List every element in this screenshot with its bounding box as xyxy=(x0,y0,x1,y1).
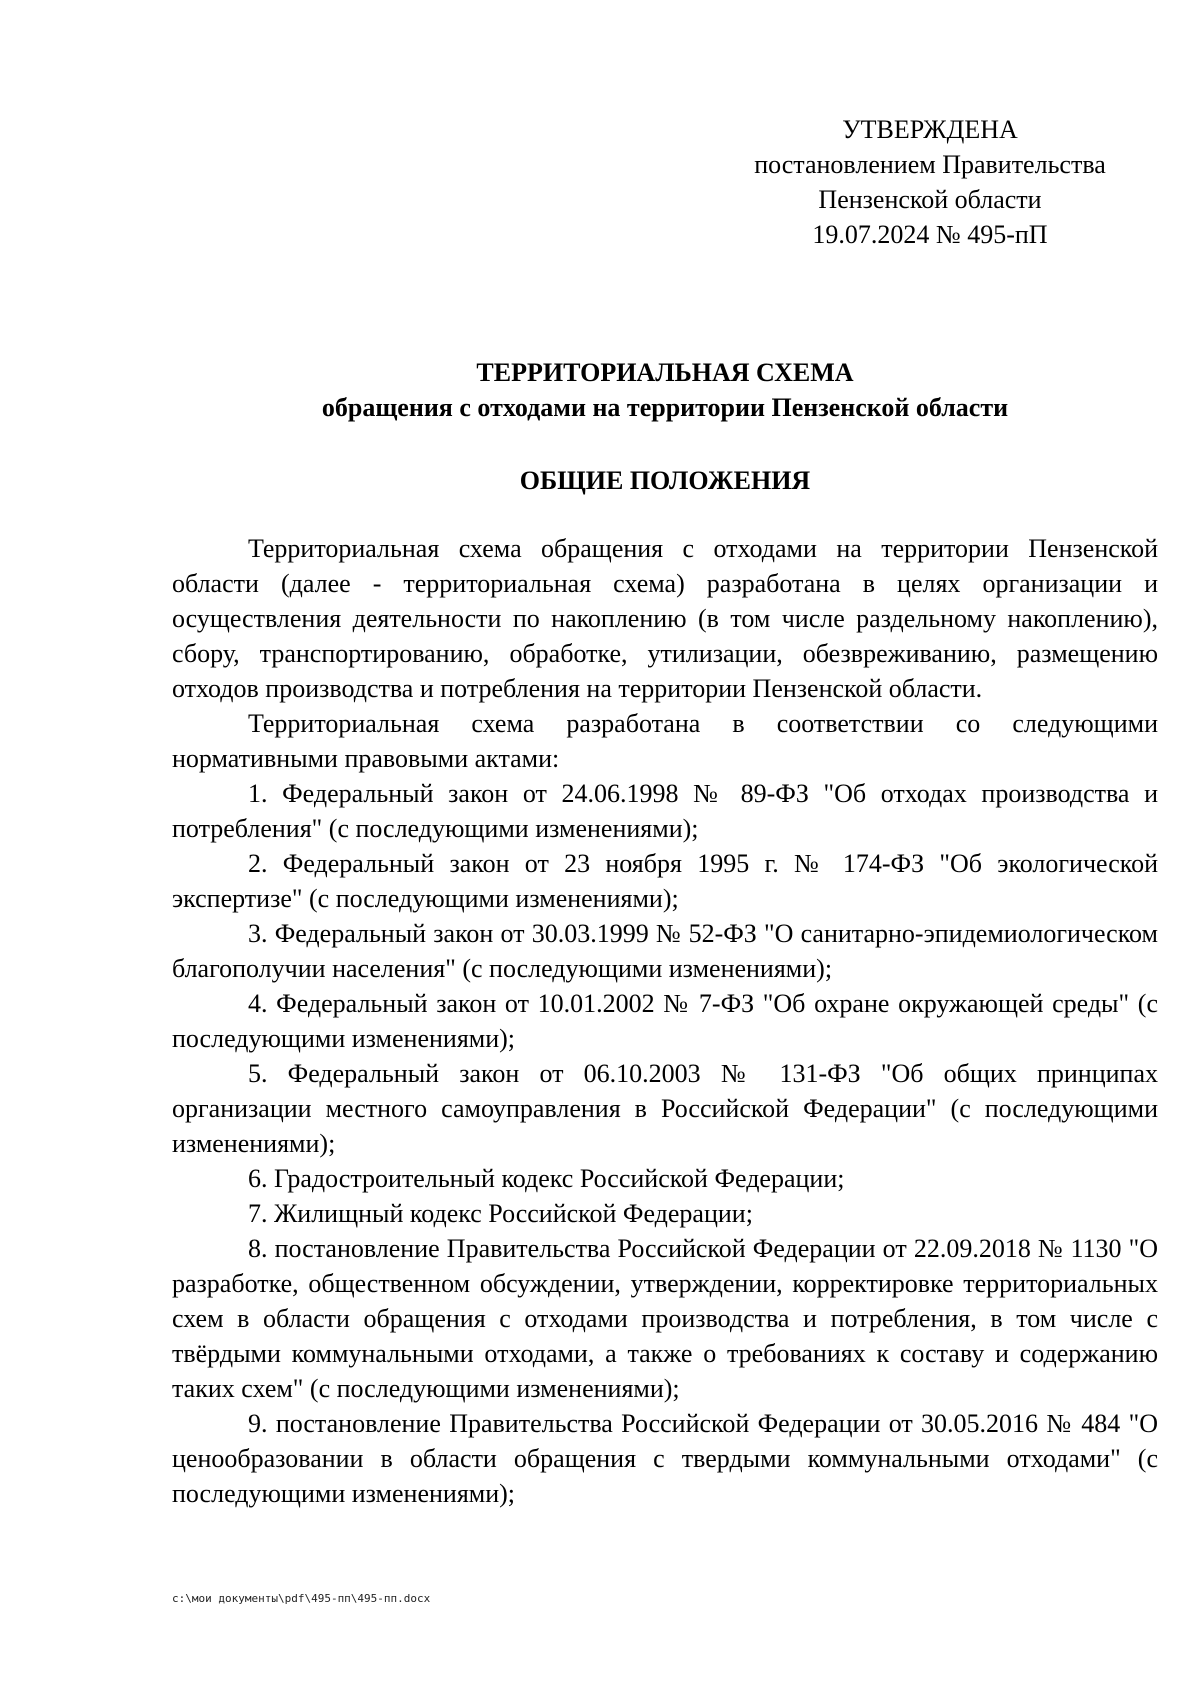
list-item xyxy=(172,916,1158,986)
list-item xyxy=(172,1196,1158,1231)
list-item-number: 2. xyxy=(248,849,268,878)
list-item-number: 7. xyxy=(248,1199,268,1228)
list-item-text: Федеральный закон от 10.01.2002 № 7-ФЗ "Об охране окружающей среды" (с последующими изменениями); xyxy=(172,989,1158,1053)
section-heading: ОБЩИЕ ПОЛОЖЕНИЯ xyxy=(519,466,811,495)
list-item xyxy=(172,846,1158,916)
list-item-text: Федеральный закон от 23 ноября 1995 г. № 174-ФЗ "Об экологической экспертизе" (с последующими изменениями); xyxy=(172,849,1158,913)
list-item xyxy=(172,776,1158,846)
footer-file-path: c:\мои документы\pdf\495-пп\495-пп.docx xyxy=(172,1592,431,1605)
document-body xyxy=(172,531,1158,1511)
list-item-text: постановление Правительства Российской Федерации от 22.09.2018 № 1130 "О разработке, общественном обсуждении, утверждении, корректировке территориальных схем в области обращения с отходами производства и потребления, в том числе с твёрдыми коммунальными отходами, а также о требованиях к составу и содержанию таких схем" (с последующими изменениями); xyxy=(172,1234,1159,1403)
intro-paragraph: Территориальная схема обращения с отходами на территории Пензенской области (далее - территориальная схема) разработана в целях организации и осуществления деятельности по накоплению (в том числе раздельному накоплению), сбору, транспортированию, обработке, утилизации, обезвреживанию, размещению отходов производства и потребления на территории Пензенской области. xyxy=(172,534,1158,703)
document-title-subtitle: обращения с отходами на территории Пензенской области xyxy=(321,393,1009,422)
approval-date-number: 19.07.2024 № 495-пП xyxy=(812,220,1048,249)
list-item-text: Федеральный закон от 30.03.1999 № 52-ФЗ "О санитарно-эпидемиологическом благополучии населения" (с последующими изменениями); xyxy=(172,919,1158,983)
list-item-number: 5. xyxy=(248,1059,268,1088)
list-item xyxy=(172,1161,1158,1196)
list-item-text: Федеральный закон от 06.10.2003 № 131-ФЗ "Об общих принципах организации местного самоуправления в Российской Федерации" (с последующими изменениями); xyxy=(172,1059,1159,1158)
list-item-text: Федеральный закон от 24.06.1998 № 89-ФЗ "Об отходах производства и потребления" (с последующими изменениями); xyxy=(172,779,1158,843)
legal-basis-paragraph: Территориальная схема разработана в соответствии со следующими нормативными правовыми актами: xyxy=(172,709,1158,773)
approval-region: Пензенской области xyxy=(818,185,1042,214)
document-title xyxy=(170,355,1160,425)
list-item-number: 3. xyxy=(248,919,268,948)
approval-block xyxy=(740,112,1120,252)
list-item xyxy=(172,986,1158,1056)
approval-status: УТВЕРЖДЕНА xyxy=(842,115,1018,144)
list-item xyxy=(172,1231,1158,1406)
list-item-number: 8. xyxy=(248,1234,268,1263)
list-item xyxy=(172,1056,1158,1161)
list-item-text: постановление Правительства Российской Федерации от 30.05.2016 № 484 "О ценообразовании в области обращения с твердыми коммунальными отходами" (с последующими изменениями); xyxy=(172,1409,1159,1508)
list-item-number: 9. xyxy=(248,1409,268,1438)
approval-authority: постановлением Правительства xyxy=(754,150,1106,179)
list-item-number: 6. xyxy=(248,1164,268,1193)
list-item-text: Жилищный кодекс Российской Федерации; xyxy=(274,1199,753,1228)
list-item-text: Градостроительный кодекс Российской Федерации; xyxy=(274,1164,845,1193)
list-item xyxy=(172,1406,1158,1511)
list-item-number: 4. xyxy=(248,989,268,1018)
document-title-main: ТЕРРИТОРИАЛЬНАЯ СХЕМА xyxy=(476,358,854,387)
list-item-number: 1. xyxy=(248,779,268,808)
